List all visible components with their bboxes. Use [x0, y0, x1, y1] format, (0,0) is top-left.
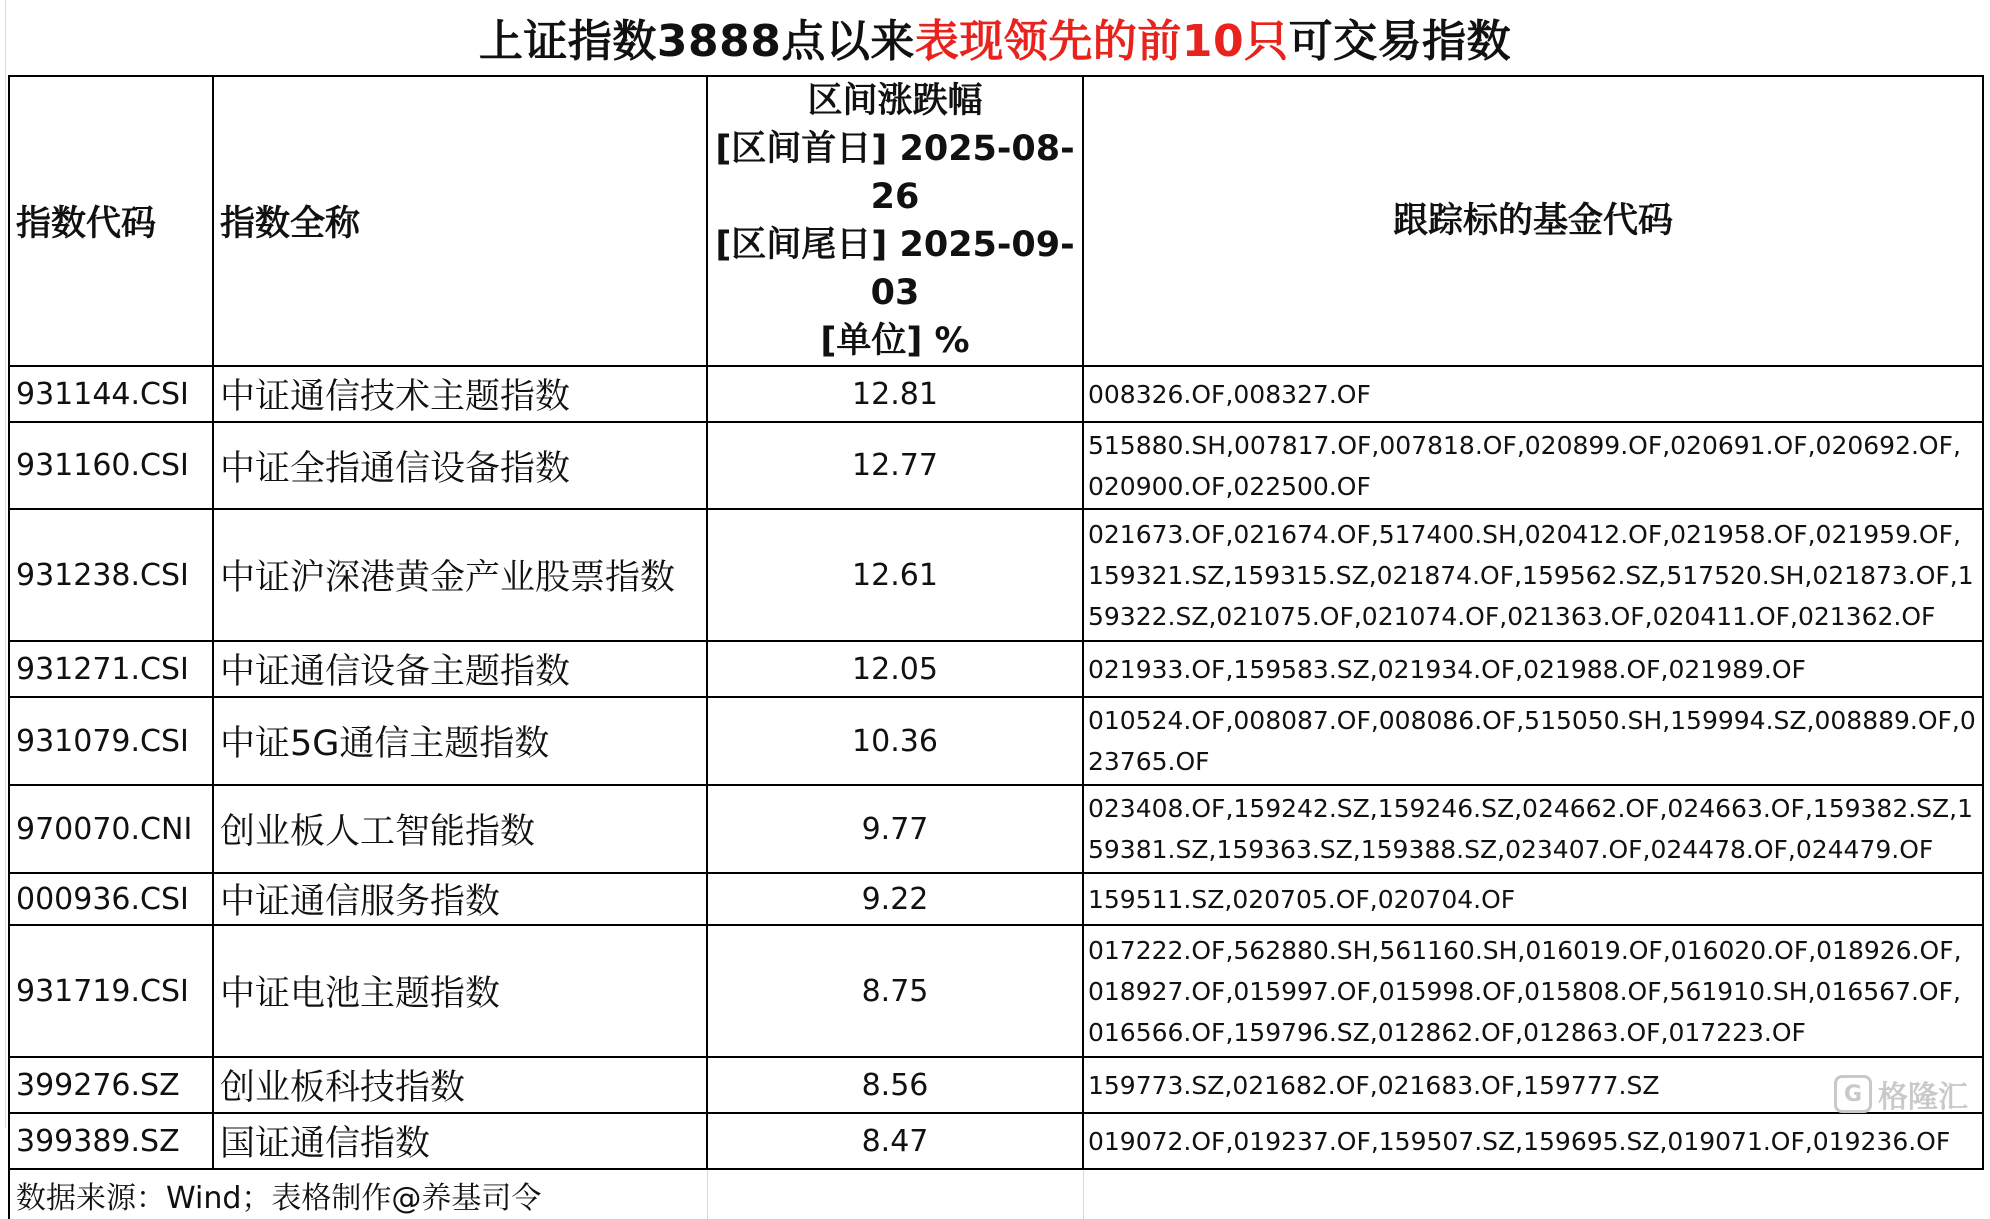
fund-codes: 019072.OF,019237.OF,159507.SZ,159695.SZ,019071.OF,019236.OF	[1083, 1113, 1983, 1169]
table-row	[9, 641, 1983, 697]
index-name: 中证通信设备主题指数	[213, 641, 707, 697]
table-row	[9, 509, 1983, 641]
index-name: 中证全指通信设备指数	[213, 422, 707, 509]
header-row	[9, 76, 1983, 366]
table-row	[9, 925, 1983, 1057]
footer-row	[9, 1169, 1983, 1219]
index-code: 970070.CNI	[9, 785, 213, 873]
footer-empty-cell	[707, 1169, 1083, 1219]
index-code: 931238.CSI	[9, 509, 213, 641]
index-change: 9.22	[707, 873, 1083, 925]
source-note: 数据来源：Wind；表格制作@养基司令	[9, 1169, 707, 1219]
table-row	[9, 873, 1983, 925]
table-row	[9, 697, 1983, 785]
header-change	[707, 76, 1083, 366]
index-code: 931719.CSI	[9, 925, 213, 1057]
index-change: 12.81	[707, 366, 1083, 422]
index-name: 国证通信指数	[213, 1113, 707, 1169]
index-code: 931144.CSI	[9, 366, 213, 422]
index-name: 中证5G通信主题指数	[213, 697, 707, 785]
index-name: 中证通信技术主题指数	[213, 366, 707, 422]
fund-codes: 023408.OF,159242.SZ,159246.SZ,024662.OF,024663.OF,159382.SZ,159381.SZ,159363.SZ,159388.SZ,023407.OF,024478.OF,024479.OF	[1083, 785, 1983, 873]
index-code: 399389.SZ	[9, 1113, 213, 1169]
header-change-line4: [单位] %	[820, 321, 970, 361]
table-row	[9, 1113, 1983, 1169]
fund-codes: 021673.OF,021674.OF,517400.SH,020412.OF,021958.OF,021959.OF,159321.SZ,159315.SZ,021874.OF,159562.SZ,517520.SH,021873.OF,159322.SZ,021075.OF,021074.OF,021363.OF,020411.OF,021362.OF	[1083, 509, 1983, 641]
fund-codes: 010524.OF,008087.OF,008086.OF,515050.SH,159994.SZ,008889.OF,023765.OF	[1083, 697, 1983, 785]
fund-codes: 017222.OF,562880.SH,561160.SH,016019.OF,016020.OF,018926.OF,018927.OF,015997.OF,015998.OF,015808.OF,561910.SH,016567.OF,016566.OF,159796.SZ,012862.OF,012863.OF,017223.OF	[1083, 925, 1983, 1057]
fund-codes: 515880.SH,007817.OF,007818.OF,020899.OF,020691.OF,020692.OF,020900.OF,022500.OF	[1083, 422, 1983, 509]
header-name: 指数全称	[213, 76, 707, 366]
index-name: 中证电池主题指数	[213, 925, 707, 1057]
index-code: 931079.CSI	[9, 697, 213, 785]
index-name: 创业板人工智能指数	[213, 785, 707, 873]
header-funds: 跟踪标的基金代码	[1083, 76, 1983, 366]
fund-codes: 159511.SZ,020705.OF,020704.OF	[1083, 873, 1983, 925]
index-change: 12.61	[707, 509, 1083, 641]
index-code: 399276.SZ	[9, 1057, 213, 1113]
index-change: 12.05	[707, 641, 1083, 697]
header-code: 指数代码	[9, 76, 213, 366]
table-row	[9, 785, 1983, 873]
index-change: 8.56	[707, 1057, 1083, 1113]
index-name: 创业板科技指数	[213, 1057, 707, 1113]
index-change: 8.75	[707, 925, 1083, 1057]
index-code: 931271.CSI	[9, 641, 213, 697]
title-highlight: 表现领先的前10只	[914, 16, 1289, 67]
index-code: 931160.CSI	[9, 422, 213, 509]
watermark	[1834, 1072, 1968, 1116]
fund-codes: 159773.SZ,021682.OF,021683.OF,159777.SZ	[1083, 1057, 1983, 1113]
page-title	[0, 0, 1990, 74]
header-change-line1: 区间涨跌幅	[807, 81, 983, 121]
header-change-line3: [区间尾日] 2025-09-03	[715, 225, 1075, 313]
index-change: 10.36	[707, 697, 1083, 785]
fund-codes: 008326.OF,008327.OF	[1083, 366, 1983, 422]
title-part2: 可交易指数	[1288, 16, 1512, 67]
table-row	[9, 366, 1983, 422]
index-change: 12.77	[707, 422, 1083, 509]
index-change: 9.77	[707, 785, 1083, 873]
table-row	[9, 422, 1983, 509]
footer-empty-cell	[1083, 1169, 1983, 1219]
index-table	[8, 75, 1984, 1219]
header-change-line2: [区间首日] 2025-08-26	[715, 129, 1075, 217]
fund-codes: 021933.OF,159583.SZ,021934.OF,021988.OF,021989.OF	[1083, 641, 1983, 697]
index-code: 000936.CSI	[9, 873, 213, 925]
watermark-logo-icon: G	[1834, 1075, 1872, 1113]
title-part1: 上证指数3888点以来	[478, 16, 915, 67]
index-change: 8.47	[707, 1113, 1083, 1169]
table-row	[9, 1057, 1983, 1113]
index-name: 中证通信服务指数	[213, 873, 707, 925]
watermark-text: 格隆汇	[1878, 1080, 1968, 1115]
index-name: 中证沪深港黄金产业股票指数	[213, 509, 707, 641]
